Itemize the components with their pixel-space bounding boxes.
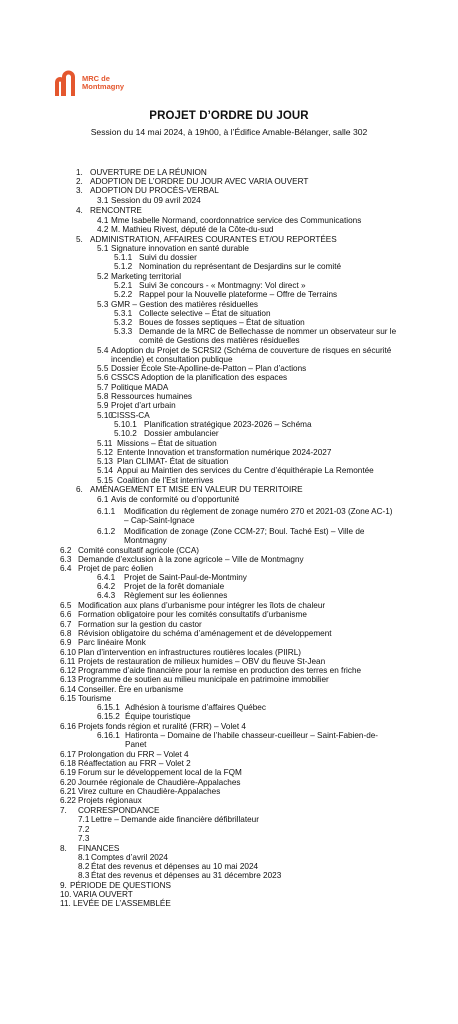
agenda-item-text: Rappel pour la Nouvelle plateforme – Offre de Terrains [139, 290, 338, 299]
agenda-item-text: Avis de conformité ou d’opportunité [111, 495, 240, 504]
agenda-item-text: Plan CLIMAT- État de situation [117, 457, 229, 466]
agenda-item-number: 5.2.2 [114, 290, 133, 299]
agenda-item-number: 6.10 [60, 648, 76, 657]
agenda-item-text: Collecte selective – État de situation [139, 309, 271, 318]
logo-text [82, 75, 124, 91]
agenda-item-number: 5.9 [97, 401, 109, 410]
agenda-item-number: 6.16 [60, 722, 76, 731]
agenda-item-number: 6.18 [60, 759, 76, 768]
agenda-item-number: 8.2 [78, 862, 90, 871]
agenda-item-text: Signature innovation en santé durable [111, 244, 249, 253]
agenda-item-number: 5.2 [97, 272, 109, 281]
agenda-item-text: Projet de parc éolien [78, 564, 154, 573]
agenda-item-number: 6.8 [60, 629, 72, 638]
agenda-item-number: 6.9 [60, 638, 72, 647]
agenda-item-number: 5.12 [97, 448, 113, 457]
agenda-item-number: 5.1 [97, 244, 109, 253]
agenda-item-number: 3. [76, 186, 83, 195]
agenda-item-number: 6. [76, 485, 83, 494]
agenda-item-text: Comité consultatif agricole (CCA) [78, 546, 200, 555]
agenda-item-number: 6.13 [60, 675, 76, 684]
agenda-item-number: 7. [60, 806, 67, 815]
mrc-logo [54, 70, 124, 96]
page-title: PROJET D’ORDRE DU JOUR [149, 110, 309, 122]
session-subtitle: Session du 14 mai 2024, à 19h00, à l’Édifice Amable-Bélanger, salle 302 [90, 127, 368, 137]
agenda-item-number: 2. [76, 177, 83, 186]
agenda-item-number: 8.1 [78, 853, 90, 862]
agenda-item-number: 4.2 [97, 225, 109, 234]
agenda-item-text: LEVÉE DE L’ASSEMBLÉE [73, 899, 171, 908]
agenda-item-number: 4. [76, 206, 83, 215]
agenda-item-number: 6.2 [60, 546, 72, 555]
agenda-item-text: Boues de fosses septiques – État de situation [139, 318, 305, 327]
agenda-item-text: État des revenus et dépenses au 10 mai 2024 [91, 862, 259, 871]
agenda-item-text: Prolongation du FRR – Volet 4 [78, 750, 189, 759]
agenda-item-text: CSSCS Adoption de la planification des espaces [111, 373, 288, 382]
agenda-item-number: 5.10 [97, 411, 113, 420]
agenda-item-text: PÉRIODE DE QUESTIONS [70, 881, 171, 890]
agenda-item-text: Demande d’exclusion à la zone agricole – Ville de Montmagny [78, 555, 304, 564]
agenda-item-text: Projets de restauration de milieux humides – OBV du fleuve St-Jean [78, 657, 326, 666]
agenda-item-text: CORRESPONDANCE [78, 806, 160, 815]
agenda-item-text: Forum sur le développement local de la FQM [78, 768, 242, 777]
agenda-item-number: 5.13 [97, 457, 113, 466]
agenda-item-text: OUVERTURE DE LA RÉUNION [90, 168, 207, 177]
agenda-item-number: 5.3 [97, 300, 109, 309]
agenda-item-text: RENCONTRE [90, 206, 142, 215]
agenda-item-text: Programme de soutien au milieu municipale en patrimoine immobilier [78, 675, 329, 684]
agenda-item-text: Suivi du dossier [139, 253, 197, 262]
agenda-item-text: Tourisme [78, 694, 112, 703]
agenda-item-number: 6.19 [60, 768, 76, 777]
agenda-item-number: 6.15 [60, 694, 76, 703]
agenda-item-text: Modification du règlement de zonage numéro 270 et 2021-03 (Zone AC-1) [124, 507, 393, 516]
agenda-item-number: 5.3.2 [114, 318, 133, 327]
agenda-item-text: Hatironta – Domaine de l’habile chasseur-cueilleur – Saint-Fabien-de- [125, 731, 379, 740]
agenda-item-number: 3.1 [97, 196, 109, 205]
agenda-item-number: 6.1 [97, 495, 109, 504]
agenda-item-text: Adoption du Projet de SCRSI2 (Schéma de couverture de risques en sécurité [111, 346, 392, 355]
agenda-item-text: Suivi 3e concours - « Montmagny: Vol direct » [139, 281, 306, 290]
logo-line1: MRC de [82, 74, 110, 83]
agenda-item-text: Montmagny [124, 536, 167, 545]
agenda-item-number: 8.3 [78, 871, 90, 880]
agenda-item-text: Politique MADA [111, 383, 169, 392]
agenda-item-number: 9. [60, 881, 67, 890]
agenda-item-text: Demande de la MRC de Bellechasse de nommer un observateur sur le [139, 327, 397, 336]
agenda-item-number: 5.6 [97, 373, 109, 382]
agenda-item-number: 5.2.1 [114, 281, 133, 290]
agenda-item-text: Panet [125, 740, 147, 749]
agenda-item-text: Virez culture en Chaudière-Appalaches [78, 787, 221, 796]
agenda-item-number: 5.8 [97, 392, 109, 401]
agenda-item-number: 6.4 [60, 564, 72, 573]
agenda-item-number: 6.22 [60, 796, 76, 805]
agenda-item-number: 6.17 [60, 750, 76, 759]
agenda-item-number: 5.4 [97, 346, 109, 355]
agenda-item-text: comité de Gestions des matières résiduelles [139, 336, 300, 345]
agenda-item-number: 6.21 [60, 787, 76, 796]
agenda-item-number: 5.10.2 [114, 429, 137, 438]
agenda-item-number: 10. [60, 890, 72, 899]
agenda-item-text: Journée régionale de Chaudière-Appalaches [78, 778, 241, 787]
agenda-item-text: Ressources humaines [111, 392, 193, 401]
agenda-item-text: ADOPTION DU PROCÈS-VERBAL [90, 186, 219, 195]
agenda-item-number: 6.15.2 [97, 712, 120, 721]
agenda-item-text: Comptes d’avril 2024 [91, 853, 168, 862]
agenda-item-number: 5.5 [97, 364, 109, 373]
agenda-item-number: 6.15.1 [97, 703, 120, 712]
agenda-item-number: 6.14 [60, 685, 76, 694]
agenda-item-number: 11. [60, 899, 71, 908]
agenda-item-text: Projet d’art urbain [111, 401, 176, 410]
agenda-item-text: Conseiller. Ère en urbanisme [78, 685, 184, 694]
agenda-item-text: Mme Isabelle Normand, coordonnatrice service des Communications [111, 216, 362, 225]
agenda-item-number: 5.1.1 [114, 253, 133, 262]
agenda-item-number: 6.6 [60, 610, 72, 619]
agenda-item-number: 6.16.1 [97, 731, 120, 740]
agenda-item-text: Règlement sur les éoliennes [124, 591, 228, 600]
agenda-item-text: Adhésion à tourisme d’affaires Québec [125, 703, 266, 712]
agenda-item-number: 5.3.3 [114, 327, 133, 336]
agenda-item-text: – Cap-Saint-Ignace [124, 516, 195, 525]
agenda-item-number: 6.4.3 [97, 591, 116, 600]
agenda-item-number: 1. [76, 168, 83, 177]
agenda-item-text: Modification aux plans d’urbanisme pour intégrer les îlots de chaleur [78, 601, 326, 610]
agenda-item-text: ADOPTION DE L’ORDRE DU JOUR AVEC VARIA OUVERT [90, 177, 309, 186]
agenda-item-text: incendie) et consultation publique [111, 355, 233, 364]
agenda-item-number: 6.1.2 [97, 527, 116, 536]
agenda-item-text: ADMINISTRATION, AFFAIRES COURANTES ET/OU REPORTÉES [90, 235, 337, 244]
agenda-item-text: Marketing territorial [111, 272, 182, 281]
agenda-item-text: Projet de la forêt domaniale [124, 582, 225, 591]
agenda-item-text: Projets régionaux [78, 796, 142, 805]
agenda-item-text: AMÉNAGEMENT ET MISE EN VALEUR DU TERRITOIRE [90, 485, 303, 494]
agenda-item-number: 7.2 [78, 825, 90, 834]
agenda-item-number: 8. [60, 844, 67, 853]
agenda-item-number: 5.10.1 [114, 420, 137, 429]
agenda-item-number: 6.20 [60, 778, 76, 787]
agenda-item-text: État des revenus et dépenses au 31 décembre 2023 [91, 871, 282, 880]
agenda-item-number: 5.3.1 [114, 309, 133, 318]
logo-line2: Montmagny [82, 82, 125, 91]
agenda-item-number: 5. [76, 235, 83, 244]
agenda-item-number: 5.1.2 [114, 262, 133, 271]
agenda-item-text: FINANCES [78, 844, 120, 853]
agenda-item-text: Équipe touristique [125, 712, 191, 721]
agenda-item-number: 5.14 [97, 466, 113, 475]
agenda-item-text: Modification de zonage (Zone CCM-27; Boul. Taché Est) – Ville de [124, 527, 365, 536]
agenda-item-text: Dossier ambulancier [144, 429, 219, 438]
agenda-item-text: Planification stratégique 2023-2026 – Schéma [144, 420, 312, 429]
agenda-item-number: 6.7 [60, 620, 72, 629]
agenda-item-text: Nomination du représentant de Desjardins sur le comité [139, 262, 342, 271]
agenda-item-text: Projets fonds région et ruralité (FRR) – Volet 4 [78, 722, 246, 731]
agenda-item-text: Parc linéaire Monk [78, 638, 146, 647]
agenda-item-number: 7.1 [78, 815, 90, 824]
agenda-item-number: 6.4.1 [97, 573, 116, 582]
agenda-item-text: Réaffectation au FRR – Volet 2 [78, 759, 191, 768]
agenda-item-text: GMR – Gestion des matières résiduelles [111, 300, 258, 309]
agenda-item-text: Appui au Maintien des services du Centre d’équithérapie La Remontée [117, 466, 374, 475]
agenda-item-text: Dossier École Ste-Apolline-de-Patton – Plan d’actions [111, 364, 307, 373]
agenda-item-number: 5.15 [97, 476, 113, 485]
agenda-item-number: 5.11 [97, 439, 113, 448]
agenda-item-text: Missions – État de situation [117, 439, 217, 448]
mrc-logo-icon [54, 70, 76, 96]
agenda-item-number: 6.11 [60, 657, 76, 666]
agenda-item-number: 5.7 [97, 383, 109, 392]
agenda-item-text: Session du 09 avril 2024 [111, 196, 201, 205]
agenda-item-number: 6.1.1 [97, 507, 116, 516]
agenda-item-text: Formation sur la gestion du castor [78, 620, 202, 629]
agenda-item-text: VARIA OUVERT [73, 890, 133, 899]
agenda-item-text: CISSS-CA [111, 411, 150, 420]
agenda-item-text: M. Mathieu Rivest, député de la Côte-du-sud [111, 225, 274, 234]
agenda-item-text: Révision obligatoire du schéma d’aménagement et de développement [78, 629, 332, 638]
agenda-item-text: Programme d’aide financière pour la remise en production des terres en friche [78, 666, 362, 675]
agenda-item-text: Entente Innovation et transformation numérique 2024-2027 [117, 448, 332, 457]
agenda-item-number: 6.5 [60, 601, 72, 610]
agenda-item-text: Lettre – Demande aide financière défibrillateur [91, 815, 259, 824]
agenda-item-number: 4.1 [97, 216, 109, 225]
agenda-item-number: 6.3 [60, 555, 72, 564]
agenda-item-text: Projet de Saint-Paul-de-Montminy [124, 573, 247, 582]
agenda-item-text: Coalition de l’Est interrives [117, 476, 214, 485]
agenda-item-text: Formation obligatoire pour les comités consultatifs d’urbanisme [78, 610, 307, 619]
agenda-item-number: 7.3 [78, 834, 90, 843]
agenda-item-number: 6.12 [60, 666, 76, 675]
agenda-item-text: Plan d’intervention en infrastructures routières locales (PIIRL) [78, 648, 301, 657]
agenda-item-number: 6.4.2 [97, 582, 116, 591]
